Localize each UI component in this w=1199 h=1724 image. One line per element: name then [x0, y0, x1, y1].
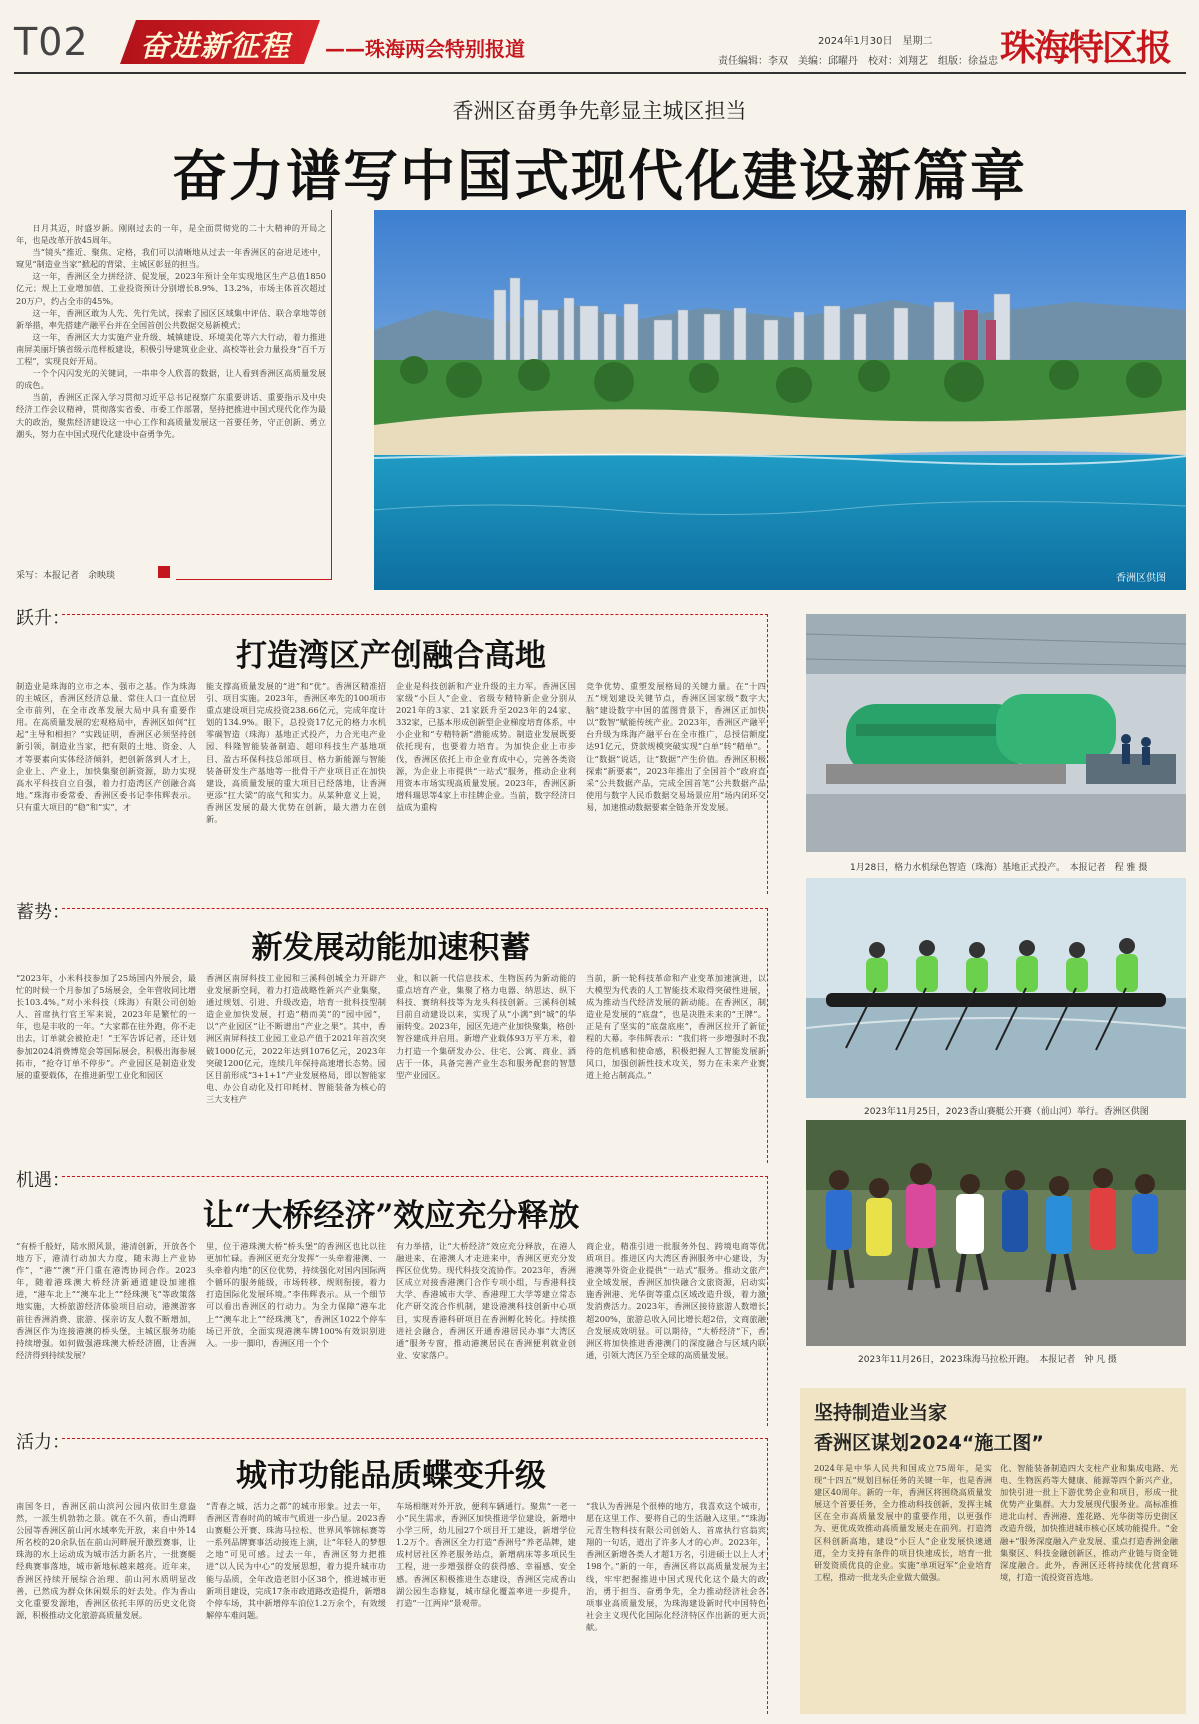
lead-paragraph: 一个个闪闪发光的关键词，一串串令人欣喜的数据，让人看到香洲区高质量发展的成色。	[16, 368, 326, 391]
headline-kicker: 香洲区奋勇争先彰显主城区担当	[452, 99, 747, 123]
photo-marathon	[806, 1120, 1186, 1346]
section-label-yuesheng: 跃升：	[16, 608, 70, 629]
main-headline: 奋力谱写中国式现代化建设新篇章	[171, 143, 1027, 208]
section-title-1: 打造湾区产创融合高地	[236, 638, 546, 674]
section-3-col-3: 有力举措，让“大桥经济”效应充分释放，在港人融进来、在港澳人才走进来中，香洲区更充分发挥区位优势。现代科技交流协作。2023年，香洲区成立对接香港澳门合作专项小组，与香港科技大学、香港城市大学、香港理工大学等建立常态化产研交流合作机制，建设港澳科技创新中心项目，实现香港科研项目在香洲孵化转化。持续推进社会融合，香洲区开通香港居民办事“大湾区通”服务专窗，推动港澳居民在香洲便利就业创业、安家落户。	[396, 1241, 576, 1360]
section-2-col-2: 香洲区南屏科技工业园和三溪科创城全力开辟产业发展新空间，着力打造战略性新兴产业集聚，通过规划、引进、升级改造，培育一批科技型制造企业加快发展，打造“精而美”的“园中园”，以“产业园区”让不断谱出“产业之果”。其中，香洲区南屏科技工业园工业总产值于2021年首次突破1000亿元，2022年达到1076亿元，2023年突破1200亿元，连续几年保持高速增长态势。园区目前形成“3+1+1”产业发展格局，即以智能家电、办公自动化及打印耗材、智能装备为核心的三大支柱产	[206, 973, 386, 1104]
photo-rowing	[806, 878, 1186, 1098]
sidebar-col-2: 化、智能装备制造四大支柱产业和集成电路、光电、生物医药等大健康、能源等四个新兴产业，加快引进一批上下游优势企业和项目，形成一批优势产业集群。大力发展现代服务业。高标准推进北山村、香洲港、莲花路、光华街等历史街区改造升级，加快推进城市核心区域功能提升。“金融+”服务深度融入产业发展、重点打造香洲金融集聚区、科技金融创新区，推动产业链与资金链深度融合。此外，香洲区还将持续优化营商环境，打造一流投资首选地。	[1000, 1463, 1178, 1582]
date-line: 2024年1月30日 星期二	[818, 36, 933, 47]
lead-paragraph: 这一年，香洲区敢为人先、先行先试，探索了园区区域集中评估、联合拿地等创新举措，率先搭建产融平台并在全国首创公共数据交易新模式；	[16, 307, 326, 330]
skyline-illustration	[374, 210, 1186, 590]
factory-illustration	[806, 614, 1186, 852]
section-label-jiyu: 机遇：	[16, 1170, 70, 1191]
photo-caption-marathon: 2023年11月26日，2023珠海马拉松开跑。 本报记者 钟 凡 摄	[858, 1355, 1117, 1365]
section-4-col-3: 车场相继对外开放，便利车辆通行。聚焦“一老一小”民生需求，香洲区加快推进学位建设，新增中小学三所，幼儿园27个项目开工建设，新增学位1.2万个。香洲区全力打造“香洲号”养老品牌，建成村居社区养老服务站点，新增病床等多项民生工程，进一步增强群众的获得感、幸福感、安全感。香洲区积极推进生态建设，香洲区完成香山湖公园生态修复，城市绿化覆盖率进一步提升，打造“一江两岸”景观带。	[396, 1501, 576, 1608]
section-2-col-3: 业，和以新一代信息技术、生物医药为新动能的重点培育产业，集聚了格力电器、纳思达、纵下科技、赛纳科技等为龙头科技创新。三溪科创城目前自动建设以来，实现了从“小满”到“城”的华丽转变。2023年，园区先进产业加快聚集，格创·智谷建成并启用。新增产业载体93万平方米，着力打造一个集研发办公、住宅、公寓、商业、酒店于一体，具备完善产业生态和服务配套的智慧型产业园区。	[396, 973, 576, 1080]
byline: 采写：本报记者 余映琰	[16, 571, 116, 581]
section-3-col-2: 里，位于港珠澳大桥“桥头堡”的香洲区也比以往更加忙碌。香洲区更充分发挥“一头牵着港澳、一头牵着内地”的区位优势，持续强化对国内国际两个循环的服务能级，市场转移、规则衔接，着力打造国际化发展环境。”李伟辉表示。从一个细节可以看出香洲区的行动力。为全力保障“港车北上”“澳车北上”“经珠澳飞”，香洲区1022个停车场已开放，全面实现港澳车牌100%有效识别进入。一步一脚印，香洲区用一个个	[206, 1241, 386, 1348]
lead-paragraphs	[16, 222, 326, 557]
section-4-col-2: “青春之城、活力之都”的城市形象。过去一年，香洲区青春时尚的城市气质进一步凸显。2023香山赛艇公开赛、珠海马拉松、世界风筝锦标赛等一系列品牌赛事活动接连上演，让“年轻人的梦想之地”可见可感。过去一年，香洲区努力把推进“以人民为中心”的发展思想，着力提升城市功能与品质，全年改造老旧小区38个，推进城市更新项目建设，完成17条市政道路改造提升，新增8个停车场，其中新增停车泊位1.2万余个，有效缓解停车难问题。	[206, 1501, 386, 1620]
section-1-col-1: 制造业是珠海的立市之本、强市之基。作为珠海的主城区，香洲区经济总量、常住人口一直位居全市前列，在全市改革发展大局中具有重要作用。在高质量发展的宏观格局中，香洲区如何“扛起”主导和相担？“实践证明，香洲区必须坚持创新引领，制造业当家，把有限的土地、资金、人才等要素向实体经济倾斜，把创新落到人才上，企业上、产业上，加快集聚创新资源，助力实现高水平科技自立自强，着力打造湾区产创融合高地。”珠海市委常委、香洲区委书记李伟辉表示。只有重大项目的“稳”和“实”，才	[16, 681, 196, 812]
rowing-illustration	[806, 878, 1186, 1098]
lead-paragraph: 日月其迈，时盛岁新。刚刚过去的一年，是全面贯彻党的二十大精神的开局之年，也是改革开放45周年。	[16, 223, 326, 246]
newspaper-masthead: 珠海特区报	[1000, 27, 1171, 69]
editors-line: 责任编辑：李双 美编：邱曜丹 校对：刘翔艺 组版：徐益忠	[718, 56, 998, 67]
sidebar-title-line-1: 坚持制造业当家	[814, 1402, 948, 1424]
photo-factory	[806, 614, 1186, 852]
lead-paragraph: 当“镜头”推近、聚焦、定格，我们可以清晰地从过去一年香洲区的奋进足迹中，窥见“制造业当家”掀起的背梁、主城区彰显的担当。	[16, 247, 326, 270]
lead-paragraph: 这一年，香洲区大力实施产业升级、城镇建设、环境美化等六大行动，着力推进南屏美丽圩镇省级示范样板建设，积极引导建筑业企业、高校等社会力量投身“百千万工程”，实现良好开局。	[16, 331, 326, 367]
hero-photo-city-skyline	[374, 210, 1186, 590]
section-title-4: 城市功能品质蝶变升级	[236, 1458, 546, 1494]
red-square-marker	[158, 566, 170, 578]
sidebar-col-1: 2024年是中华人民共和国成立75周年，是实现“十四五”规划目标任务的关键一年，也是香洲建区40周年。新的一年，香洲区将围绕高质量发展这个首要任务，全力推动科技创新，发挥主城区在全市高质量发展中的重要作用，以更强作为、更优成效推动高质量发展走在前列。打造湾区科创新高地，建设“小巨人”企业发展快速通道，全力支持有条件的项目快速成长，培育一批研发资质优良的企业。实施“单项冠军”企业培育工程，推动一批龙头企业做大做强。	[814, 1463, 992, 1582]
photo-caption-rowing: 2023年11月25日，2023香山赛艇公开赛（前山河）举行。香洲区供图	[864, 1107, 1149, 1117]
page-number: T02	[14, 20, 89, 64]
section-title-2: 新发展动能加速积蓄	[251, 930, 531, 966]
lead-paragraph: 这一年，香洲区全力拼经济、促发展，2023年预计全年实现地区生产总值1850亿元；规上工业增加值、工业投资预计分别增长8.9%、13.2%，市场主体首次超过20万户，约占全市的45%。	[16, 271, 326, 306]
section-3-col-1: “有桥千般好，陆水照风景，港清创新，开放各个地方下，港清行动加大力度，随未海上产业协作”，“港”“澳”开门重在港湾协同合作。2023年，随着港珠澳大桥经济新通道建设加速推进，“港车北上”“澳车北上”“经珠澳飞”等政策落地实施，大桥旅游经济体验项目启动，港澳游客前往香洲消费、旅游、探亲访友人数不断增加，香洲区作为连接港澳的桥头堡，主城区服务功能持续增强。如何做强港珠澳大桥经济圈，让香洲经济得到持续发展？	[16, 1241, 196, 1360]
sidebar-title-line-2: 香洲区谋划2024“施工图”	[814, 1432, 1044, 1454]
banner-main-text: 奋进新征程	[140, 29, 291, 63]
section-banner	[120, 16, 590, 68]
lead-paragraph: 当前，香洲区正深入学习贯彻习近平总书记视察广东重要讲话、重要指示及中央经济工作会议精神，贯彻落实省委、市委工作部署，坚持把推进中国式现代化作为最大的政治，聚焦经济建设这一中心工作和高质量发展这一首要任务，守正创新、勇立潮头，努力在中国式现代化建设中奋勇争先。	[16, 392, 326, 439]
section-label-xushi: 蓄势：	[16, 902, 70, 923]
marathon-illustration	[806, 1120, 1186, 1346]
hero-photo-caption: 香洲区供图	[1116, 573, 1166, 584]
section-1-col-4: 竞争优势、重塑发展格局的关键力量。在“十四五”规划建设关键节点，香洲区国家级“数字大脑”建设数字中国的蓝图背景下，香洲区正加快以“数智”赋能传统产业。2023年，香洲区产融平台升级为珠海产融平台在全市推广，总授信额度达91亿元，贷款规模突破实现“白单”转“精单”。让“数据”说话，让“数据”产生价值。香洲区积极探索“新要素”，2023年推出了全国首个“政府直采”公共数据产品，完成全国首笔“公共数据产品使用与数字人民币数据交易场景应用”场内闭环交易，加速推动数据要素全链条开发发展。	[586, 681, 766, 812]
section-2-col-1: “2023年，小米科技参加了25场国内外展会，最忙的时候一个月参加了5场展会，全年营收同比增长103.4%。”对小米科技（珠海）有限公司创始人、首席执行官王军来说，2023年是繁忙的一年，也是丰收的一年。“大家都在往外跑，你不走出去，订单就会被抢走！”王军告诉记者，还计划参加2024消费博览会等国际展会，积极出海参展拓市，“抢夺订单不停步”。产业园区是制造业发展的重要载体，在推进新型工业化和园区	[16, 973, 196, 1080]
section-4-col-4: “我认为香洲是个很棒的地方，我喜欢这个城市，愿在这里工作、要将自己的生活融入这里。”“珠海元青生物科技有限公司创始人、首席执行官翁宾翔的一句话，道出了许多人才的心声。2023年，香洲区新增各类人才超1万名，引进硕士以上人才198个。”新的一年，香洲区将以高质量发展为主线，牢牢把握推进中国式现代化这个最大的政治，勇于担当、奋勇争先，全力推动经济社会各项事业高质量发展，为珠海建设新时代中国特色社会主义现代化国际化经济特区作出新的更大贡献。	[586, 1501, 766, 1632]
section-1-col-2: 能支撑高质量发展的“进”和“优”。香洲区精准招引、项目实施。2023年，香洲区率先的100项市重点建设项目完成投资238.66亿元，完成年度计划的134.9%。眼下，总投资17亿元的格力水机零碳智造（珠海）基地正式投产，力合光电产业园、科隆智能装备制造、超印科技生产基地项目、盈古环保科技总部项目、格力新能源与智能装备研发生产基地等一批骨干产业项目正在加快建设，高质量发展的重大项目已经落地，让香洲更添“扛大梁”的底气和实力。从某种意义上说，香洲区发展的最大优势在创新，最大潜力在创新。	[206, 681, 386, 825]
section-label-huoli: 活力：	[16, 1432, 70, 1453]
section-title-3: 让“大桥经济”效应充分释放	[202, 1198, 580, 1234]
section-3-col-4: 商企业，精准引进一批服务外包、跨境电商等优质项目。推进区内大湾区香洲服务中心建设，为港澳等外资企业提供“一站式”服务。推动文旅产业全域发展，香洲区加快融合文旅资源，启动实施香洲港、光华街等重点区域改造升级，着力激发消费活力。2023年，香洲区接待旅游人数增长超200%，旅游总收入同比增长超2倍，文商旅融合发展成效明显。可以期待，“大桥经济”下，香洲区将加快推进香港澳门的深度融合与区域内联通，引领大湾区乃至全球的高质量发展。	[586, 1241, 766, 1360]
banner-sub-text: ——珠海两会特别报道	[325, 37, 525, 61]
section-4-col-1: 南国冬日，香洲区前山滨河公园内依旧生意盎然，一派生机勃勃之景。就在不久前，香山湾畔公园等香洲区前山河水域率先开放，来自中外14所名校的20余队伍在前山河畔展开激烈赛事，让珠海的水上运动成为城市活力新名片，一批赛艇经典赛事落地，城市新地标越来越亮。近年来，香洲区持续开展综合治理、前山河水质明显改善，已然成为群众休闲娱乐的好去处。作为香山文化重要发源地，香洲区依托丰厚的历史文化资源，积极推动文化旅游高质量发展。	[16, 1501, 196, 1620]
header-rule	[14, 72, 1186, 74]
section-1-col-3: 企业是科技创新和产业升级的主力军。香洲区国家级“小巨人”企业、省级专精特新企业分别从2021年的3家、21家跃升至2023年的24家、332家，已基本形成创新型企业梯度培育体系，中小企业和“专精特新”潜能成势。制造业发展既要依托现有，也要着力培育。为加快企业上市步伐，香洲区依托上市企业育成中心，完善各类资源，为企业上市提供“一站式”服务，推动企业利用资本市场实现高质量发展。2023年，香洲区新增科瑞思等4家上市挂牌企业。当前，数字经济日益成为重构	[396, 681, 576, 812]
section-2-col-4: 当前，新一轮科技革命和产业变革加速演进，以大模型为代表的人工智能技术取得突破性进展，成为推动当代经济发展的新动能。在香洲区，制造业是发展的“底盘”，也是决胜未来的“王牌”。正是有了坚实的“底盘底座”，香洲区拉开了新征程的大幕。李伟辉表示：“我们将一步增强时不我待的危机感和使命感，积极把握人工智能发展新风口，加强创新性技术攻关，努力在未来产业赛道上抢占制高点。”	[586, 973, 766, 1080]
photo-caption-factory: 1月28日，格力水机绿色智造（珠海）基地正式投产。 本报记者 程 雅 摄	[850, 863, 1148, 873]
